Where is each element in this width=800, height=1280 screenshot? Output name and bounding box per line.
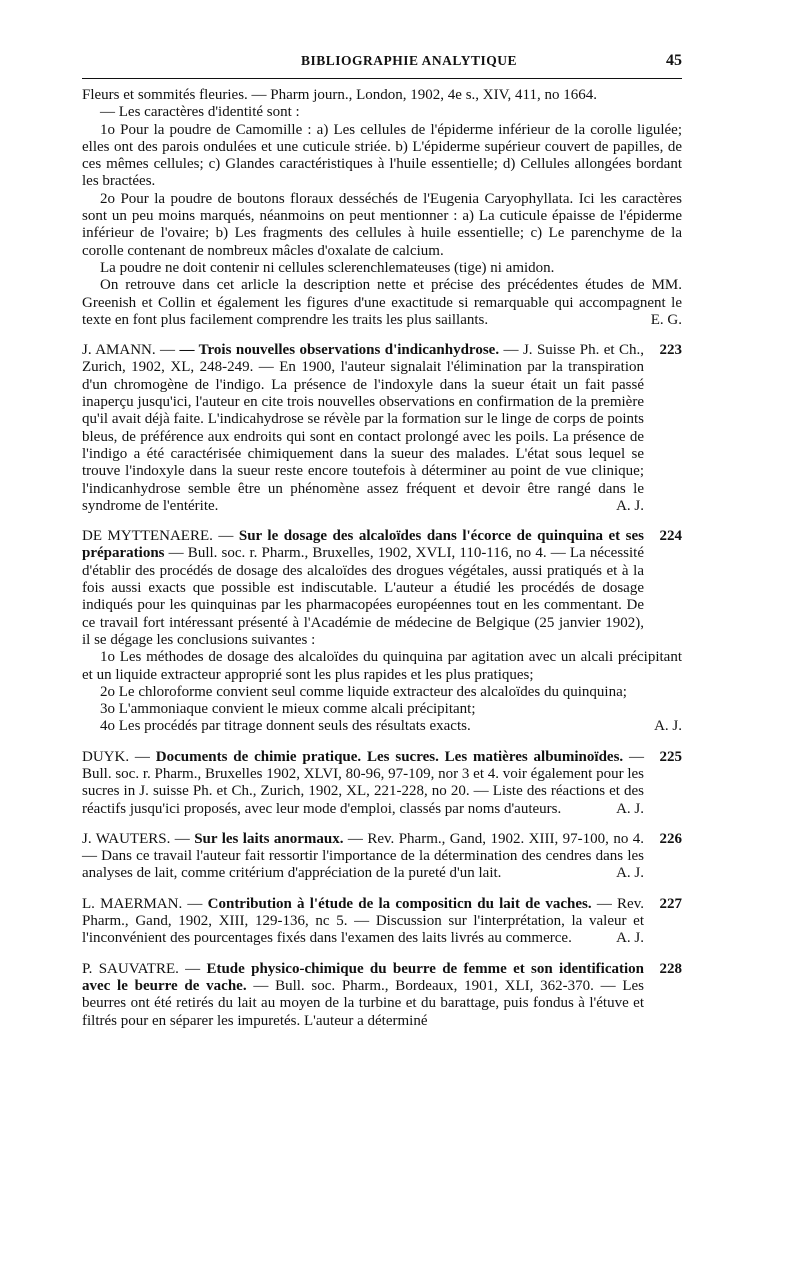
- entry-author: DUYK. —: [82, 748, 150, 765]
- entry-number: 226: [659, 830, 682, 847]
- entry-paragraph: [82, 749, 682, 818]
- bibliography-entry: [82, 831, 682, 883]
- bibliography-entry: [82, 961, 682, 1030]
- entry-text: — Bull. soc. Pharm., Bordeaux, 1901, XLI, 362-370. — Les beurres ont été retirés du lait au moyen de la turbine et du barattage, puis fondus à l'étuve et filtrés pour en séparer les impuretés. L'auteur a déterminé: [82, 977, 644, 1029]
- signature: E. G.: [650, 311, 682, 328]
- entry-text: — Bull. soc. r. Pharm., Bruxelles 1902, XLVI, 80-96, 97-109, nor 3 et 4. voir également pour les sucres in J. suisse Ph. et Ch., Zurich, 1902, XL, 221-228, no 20. — Liste des réactions et des réactifs jusqu'ici proposés, avec leur mode d'emploi, classés par noms d'auteurs.: [82, 748, 644, 817]
- conclusion-text: 4o Les procédés par titrage donnent seuls des résultats exacts.: [100, 718, 471, 735]
- entry-title: Contribution à l'étude de la compositicn du lait de vaches.: [207, 895, 592, 912]
- entry-paragraph: [82, 831, 682, 883]
- bibliography-entry: [82, 896, 682, 948]
- intro-paragraph: [82, 277, 682, 329]
- header-rule: [82, 78, 682, 79]
- entry-author: L. MAERMAN. —: [82, 895, 203, 912]
- entry-author: J. WAUTERS. —: [82, 830, 190, 847]
- conclusion-item: 2o Le chloroforme convient seul comme liquide extracteur des alcaloïdes du quinquina;: [100, 683, 627, 700]
- entry-title: — Trois nouvelles observations d'indicanhydrose.: [179, 342, 500, 359]
- entry-title: Documents de chimie pratique. Les sucres. Les matières albuminoïdes.: [155, 748, 624, 765]
- bibliography-entry: [82, 528, 682, 736]
- entry-number: 228: [659, 960, 682, 977]
- intro-paragraph: 1o Pour la poudre de Camomille : a) Les cellules de l'épiderme inférieur de la corolle ligulée; elles ont des parois ondulées et une cuticule striée. b) L'épiderme supérieur couvert de papilles, de ces mêmes cellules; c) Glandes caractéristiques à l'huile essentielle; d) Cellules allongées bordant les bractées.: [82, 121, 682, 190]
- entry-title: Etude physico-chimique du beurre de femme et son identification avec le beurre de vache.: [82, 960, 645, 994]
- signature: A. J.: [654, 718, 682, 735]
- entry-number: 224: [659, 528, 682, 545]
- entry-title: Sur les laits anormaux.: [194, 830, 344, 847]
- entry-text: — Rev. Pharm., Gand, 1902. XIII, 97-100, no 4. — Dans ce travail l'auteur fait ressortir l'importance de la détermination des cendres dans les analyses de lait, comme critérium d'appréciation de la pureté d'un lait.: [82, 830, 645, 882]
- entry-author: J. AMANN. —: [82, 342, 176, 359]
- signature: A. J.: [616, 497, 644, 514]
- intro-text: On retrouve dans cet arlicle la description nette et précise des précédentes études de MM. Greenish et Collin et également les figures d'une exactitude si remarquable qui accompagnent le texte en font plus facilement comprendre les traits les plus saillants.: [82, 277, 682, 328]
- conclusion-item: [82, 718, 682, 735]
- running-header: [82, 52, 682, 74]
- bibliography-entry: [82, 749, 682, 818]
- running-title: BIBLIOGRAPHIE ANALYTIQUE: [301, 53, 517, 68]
- intro-paragraph: La poudre ne doit contenir ni cellules sclerenchlemateuses (tige) ni amidon.: [100, 259, 555, 276]
- entry-paragraph: [82, 896, 682, 948]
- entry-title: Sur le dosage des alcaloïdes dans l'écorce de quinquina et ses préparations: [82, 528, 644, 562]
- intro-paragraph: — Les caractères d'identité sont :: [100, 104, 300, 121]
- intro-section: [82, 87, 682, 329]
- entry-paragraph: [82, 961, 682, 1030]
- conclusion-item: 1o Les méthodes de dosage des alcaloïdes du quinquina par agitation avec un alcali précipitant et un liquide extracteur approprié sont les plus rapides et les plus pratiques;: [82, 649, 682, 683]
- entry-paragraph: [82, 528, 682, 649]
- entry-paragraph: [82, 342, 682, 515]
- entry-text: — Rev. Pharm., Gand, 1902, XIII, 129-136, nc 5. — Discussion sur l'interprétation, la valeur et l'inconvénient des pourcentages fixés dans l'examen des laits livrés au commerce.: [82, 895, 644, 947]
- entry-number: 227: [659, 895, 682, 912]
- signature: A. J.: [616, 865, 644, 882]
- entry-text: — J. Suisse Ph. et Ch., Zurich, 1902, XL, 248-249. — En 1900, l'auteur signalait l'élimination par la transpiration d'un chromogène de l'indigo. La présence de l'indoxyle dans la sueur était un fait passé inaperçu jusqu'ici, l'auteur en cite trois nouvelles observations en confirmation de la première qu'il avait déjà faite. L'indicahydrose se révèle par la formation sur le linge de corps de points bleus, de préférence aux endroits qui sont en contact prolongé avec les poils. La présence de l'indigo a été caractérisée chimiquement dans la sueur des malades. L'état sous lequel se trouve l'indoxyle dans la sueur reste encore toutefois à déterminer au point de vue clinique; l'indicanhydrose semble être un phénomène assez fréquent et devoir être rangé dans le syndrome de l'entérite.: [82, 342, 645, 514]
- signature: A. J.: [616, 800, 644, 817]
- intro-paragraph: 2o Pour la poudre de boutons floraux desséchés de l'Eugenia Caryophyllata. Ici les caractères sont un peu moins marqués, néanmoins on peut mentionner : a) La cuticule épaisse de l'épiderme inférieur de l'ovaire; b) Les fragments des cellules à huile essentielle; c) Le parenchyme de la corolle contenant de nombreux mâcles d'oxalate de calcium.: [82, 190, 682, 259]
- signature: A. J.: [616, 930, 644, 947]
- conclusion-item: 3o L'ammoniaque convient le mieux comme alcali précipitant;: [100, 701, 476, 718]
- page: [82, 52, 682, 1030]
- entry-number: 225: [659, 748, 682, 765]
- intro-paragraph: Fleurs et sommités fleuries. — Pharm journ., London, 1902, 4e s., XIV, 411, no 1664.: [82, 87, 597, 103]
- page-number: 45: [666, 52, 682, 69]
- entry-number: 223: [659, 342, 682, 359]
- entry-text: — Bull. soc. r. Pharm., Bruxelles, 1902, XVLI, 110-116, no 4. — La nécessité d'établir des procédés de dosage des alcaloïdes des drogues végétales, aussi pratiqués et à la fois aussi exacts que possible est indiscutable. L'auteur a étudié les procédés de dosage indiqués pour les quinquinas par les pharmacopées européennes tout en les commentant. De ce travail fort intéressant présenté à l'Académie de médecine de Belgique (25 janvier 1902), il se dégage les conclusions suivantes :: [82, 545, 644, 648]
- bibliography-entry: [82, 342, 682, 515]
- entry-author: P. SAUVATRE. —: [82, 960, 201, 977]
- entry-author: DE MYTTENAERE. —: [82, 528, 234, 545]
